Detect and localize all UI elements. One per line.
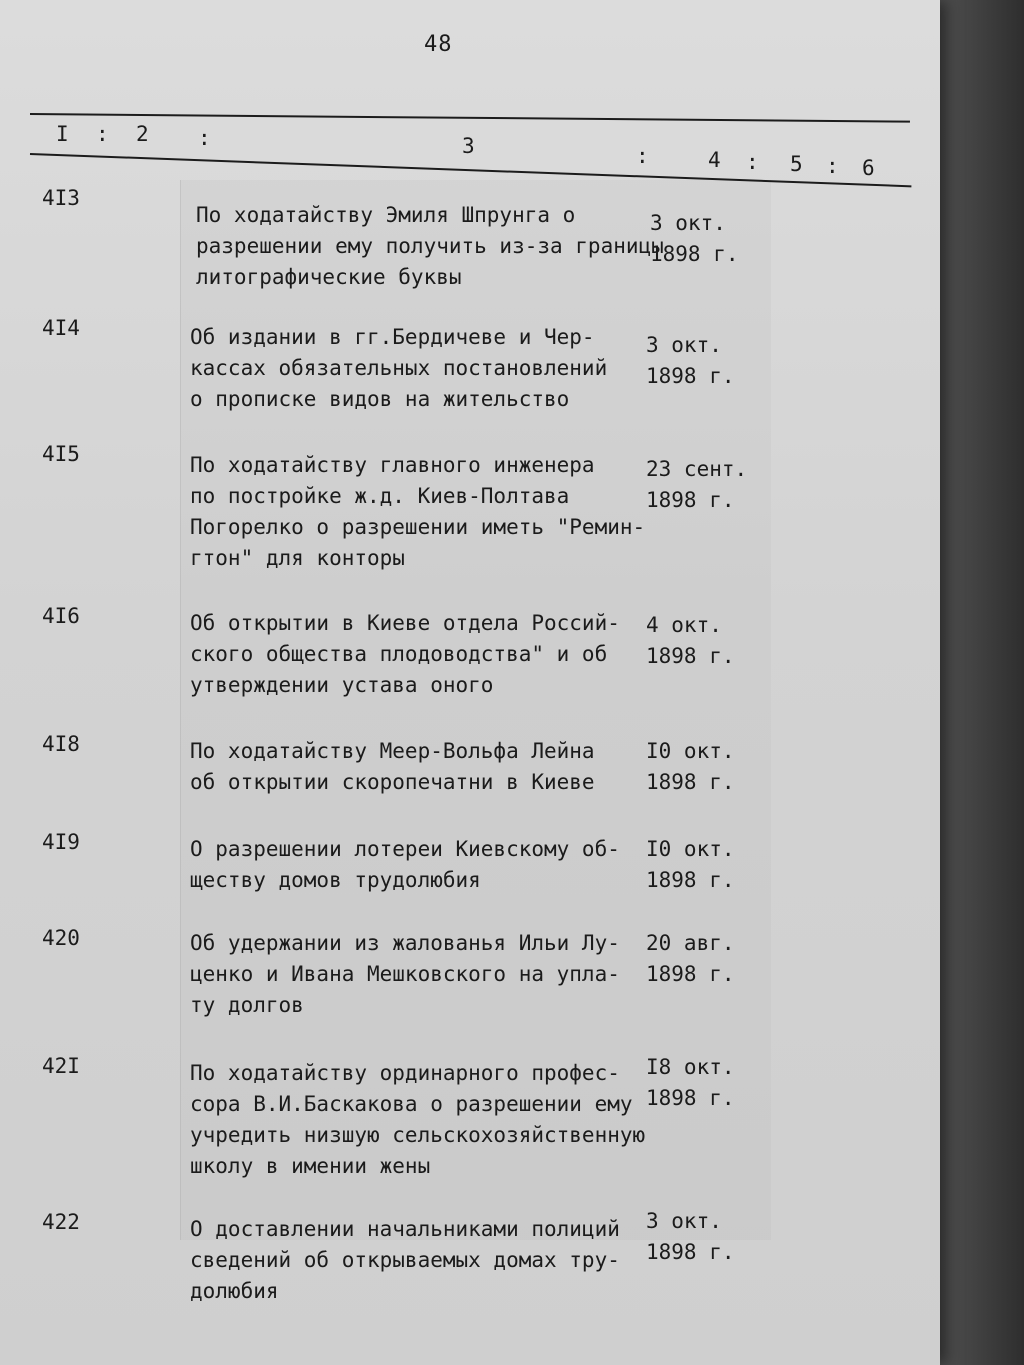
- page-number: 48: [424, 32, 453, 57]
- entry-title: По ходатайству главного инженера по постройке ж.д. Киев-Полтава Погорелко о разрешении иметь "Ремин- гтон" для конторы: [190, 453, 646, 570]
- header-top-rule: [30, 113, 910, 123]
- column-separator: :: [746, 150, 759, 174]
- entry-number: 4I8: [42, 732, 80, 756]
- entry-title: По ходатайству ординарного профес- сора В.И.Баскакова о разрешении ему учредить низшую сельскохозяйственную школу в имении жены: [190, 1061, 646, 1178]
- entry-title: Об открытии в Киеве отдела Россий- ского общества плодоводства" и об утверждении устава оного: [190, 611, 620, 697]
- entry-title: По ходатайству Эмиля Шпрунга о разрешении ему получить из-за границы литографические буквы: [196, 203, 664, 289]
- column-separator: :: [826, 154, 839, 178]
- entry-date: 3 окт. 1898 г.: [650, 211, 739, 266]
- entry-number: 4I3: [42, 186, 80, 210]
- entry-date: 20 авг. 1898 г.: [646, 931, 735, 986]
- page-edge-shadow: [940, 0, 1024, 1365]
- entry-date: 3 окт. 1898 г.: [646, 1209, 735, 1264]
- column-header-1: I: [56, 122, 69, 146]
- entry-number: 420: [42, 926, 80, 950]
- entry-number: 42I: [42, 1054, 80, 1078]
- entry-title: Об удержании из жалованья Ильи Лу- ценко и Ивана Мешковского на упла- ту долгов: [190, 931, 620, 1017]
- entry-number: 4I5: [42, 442, 80, 466]
- entry-number: 4I9: [42, 830, 80, 854]
- column-header-2: 2: [136, 122, 149, 146]
- entry-date: 23 сент. 1898 г.: [646, 457, 748, 512]
- column-header-4: 4: [708, 148, 721, 172]
- column-header-6: 6: [862, 156, 875, 180]
- entry-date: 3 окт. 1898 г.: [646, 333, 735, 388]
- entry-date: 4 окт. 1898 г.: [646, 613, 735, 668]
- entry-date: I0 окт. 1898 г.: [646, 837, 735, 892]
- entry-number: 4I6: [42, 604, 80, 628]
- entry-number: 4I4: [42, 316, 80, 340]
- column-header-5: 5: [790, 152, 803, 176]
- entry-title: О разрешении лотереи Киевскому об- ществу домов трудолюбия: [190, 837, 620, 892]
- entry-number: 422: [42, 1210, 80, 1234]
- entry-title: О доставлении начальниками полиций сведений об открываемых домах тру- долюбия: [190, 1217, 620, 1303]
- entry-date: I0 окт. 1898 г.: [646, 739, 735, 794]
- entry-title: По ходатайству Меер-Вольфа Лейна об открытии скоропечатни в Киеве: [190, 739, 595, 794]
- column-separator: :: [96, 122, 109, 146]
- column-header-3: 3: [462, 134, 475, 158]
- column-separator: :: [636, 144, 649, 168]
- column-separator: :: [198, 126, 211, 150]
- entry-date: I8 окт. 1898 г.: [646, 1055, 735, 1110]
- entry-title: Об издании в гг.Бердичеве и Чер- кассах обязательных постановлений о прописке видов на жительство: [190, 325, 608, 411]
